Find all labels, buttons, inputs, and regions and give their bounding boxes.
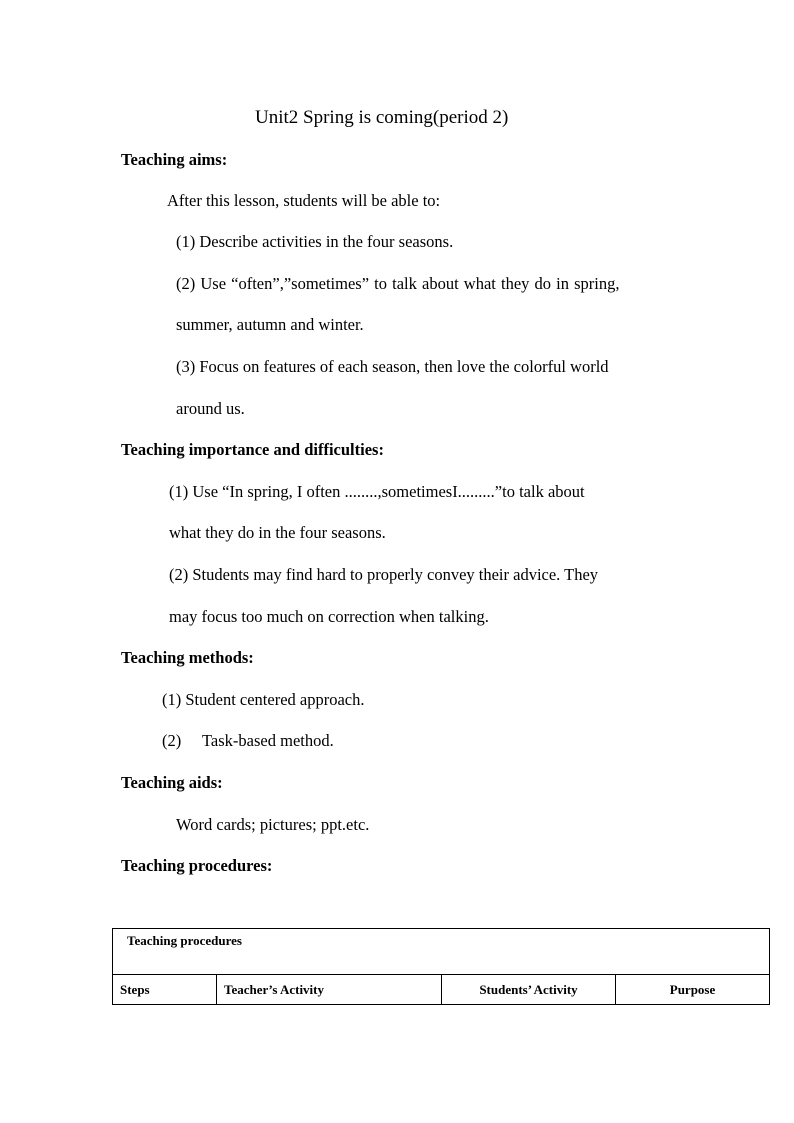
table-header-row [113,975,770,1005]
aims-item-1: (1) Describe activities in the four seasons. [176,232,454,251]
table-caption: Teaching procedures [113,929,770,975]
table-caption-row [113,929,770,975]
methods-item-2-number: (2) [162,731,182,750]
column-header-students-activity: Students’ Activity [442,975,616,1005]
importance-item-2: (2) Students may find hard to properly convey their advice. They [169,565,599,584]
document-title: Unit2 Spring is coming(period 2) [255,107,509,128]
methods-item-2-text: Task-based method. [202,731,334,750]
importance-item-1: (1) Use “In spring, I often ........,sometimesI.........”to talk about [169,482,585,501]
methods-heading: Teaching methods: [121,648,254,667]
aims-heading: Teaching aims: [121,150,228,169]
aims-item-3: (3) Focus on features of each season, then love the colorful world [176,357,609,376]
aids-heading: Teaching aids: [121,773,223,792]
importance-item-2-cont: may focus too much on correction when talking. [169,607,489,626]
aims-item-3-cont: around us. [176,399,245,418]
procedures-heading: Teaching procedures: [121,856,273,875]
procedures-table [112,928,770,1005]
column-header-steps: Steps [113,975,217,1005]
aims-item-2: (2) Use “often”,”sometimes” to talk about what they do in spring, [176,274,620,293]
column-header-purpose: Purpose [616,975,770,1005]
importance-item-1-cont: what they do in the four seasons. [169,523,386,542]
aims-item-2-cont: summer, autumn and winter. [176,315,364,334]
methods-item-1: (1) Student centered approach. [162,690,365,709]
aims-intro: After this lesson, students will be able to: [167,191,441,210]
column-header-teacher-activity: Teacher’s Activity [217,975,442,1005]
importance-heading: Teaching importance and difficulties: [121,440,384,459]
aids-text: Word cards; pictures; ppt.etc. [176,815,370,834]
